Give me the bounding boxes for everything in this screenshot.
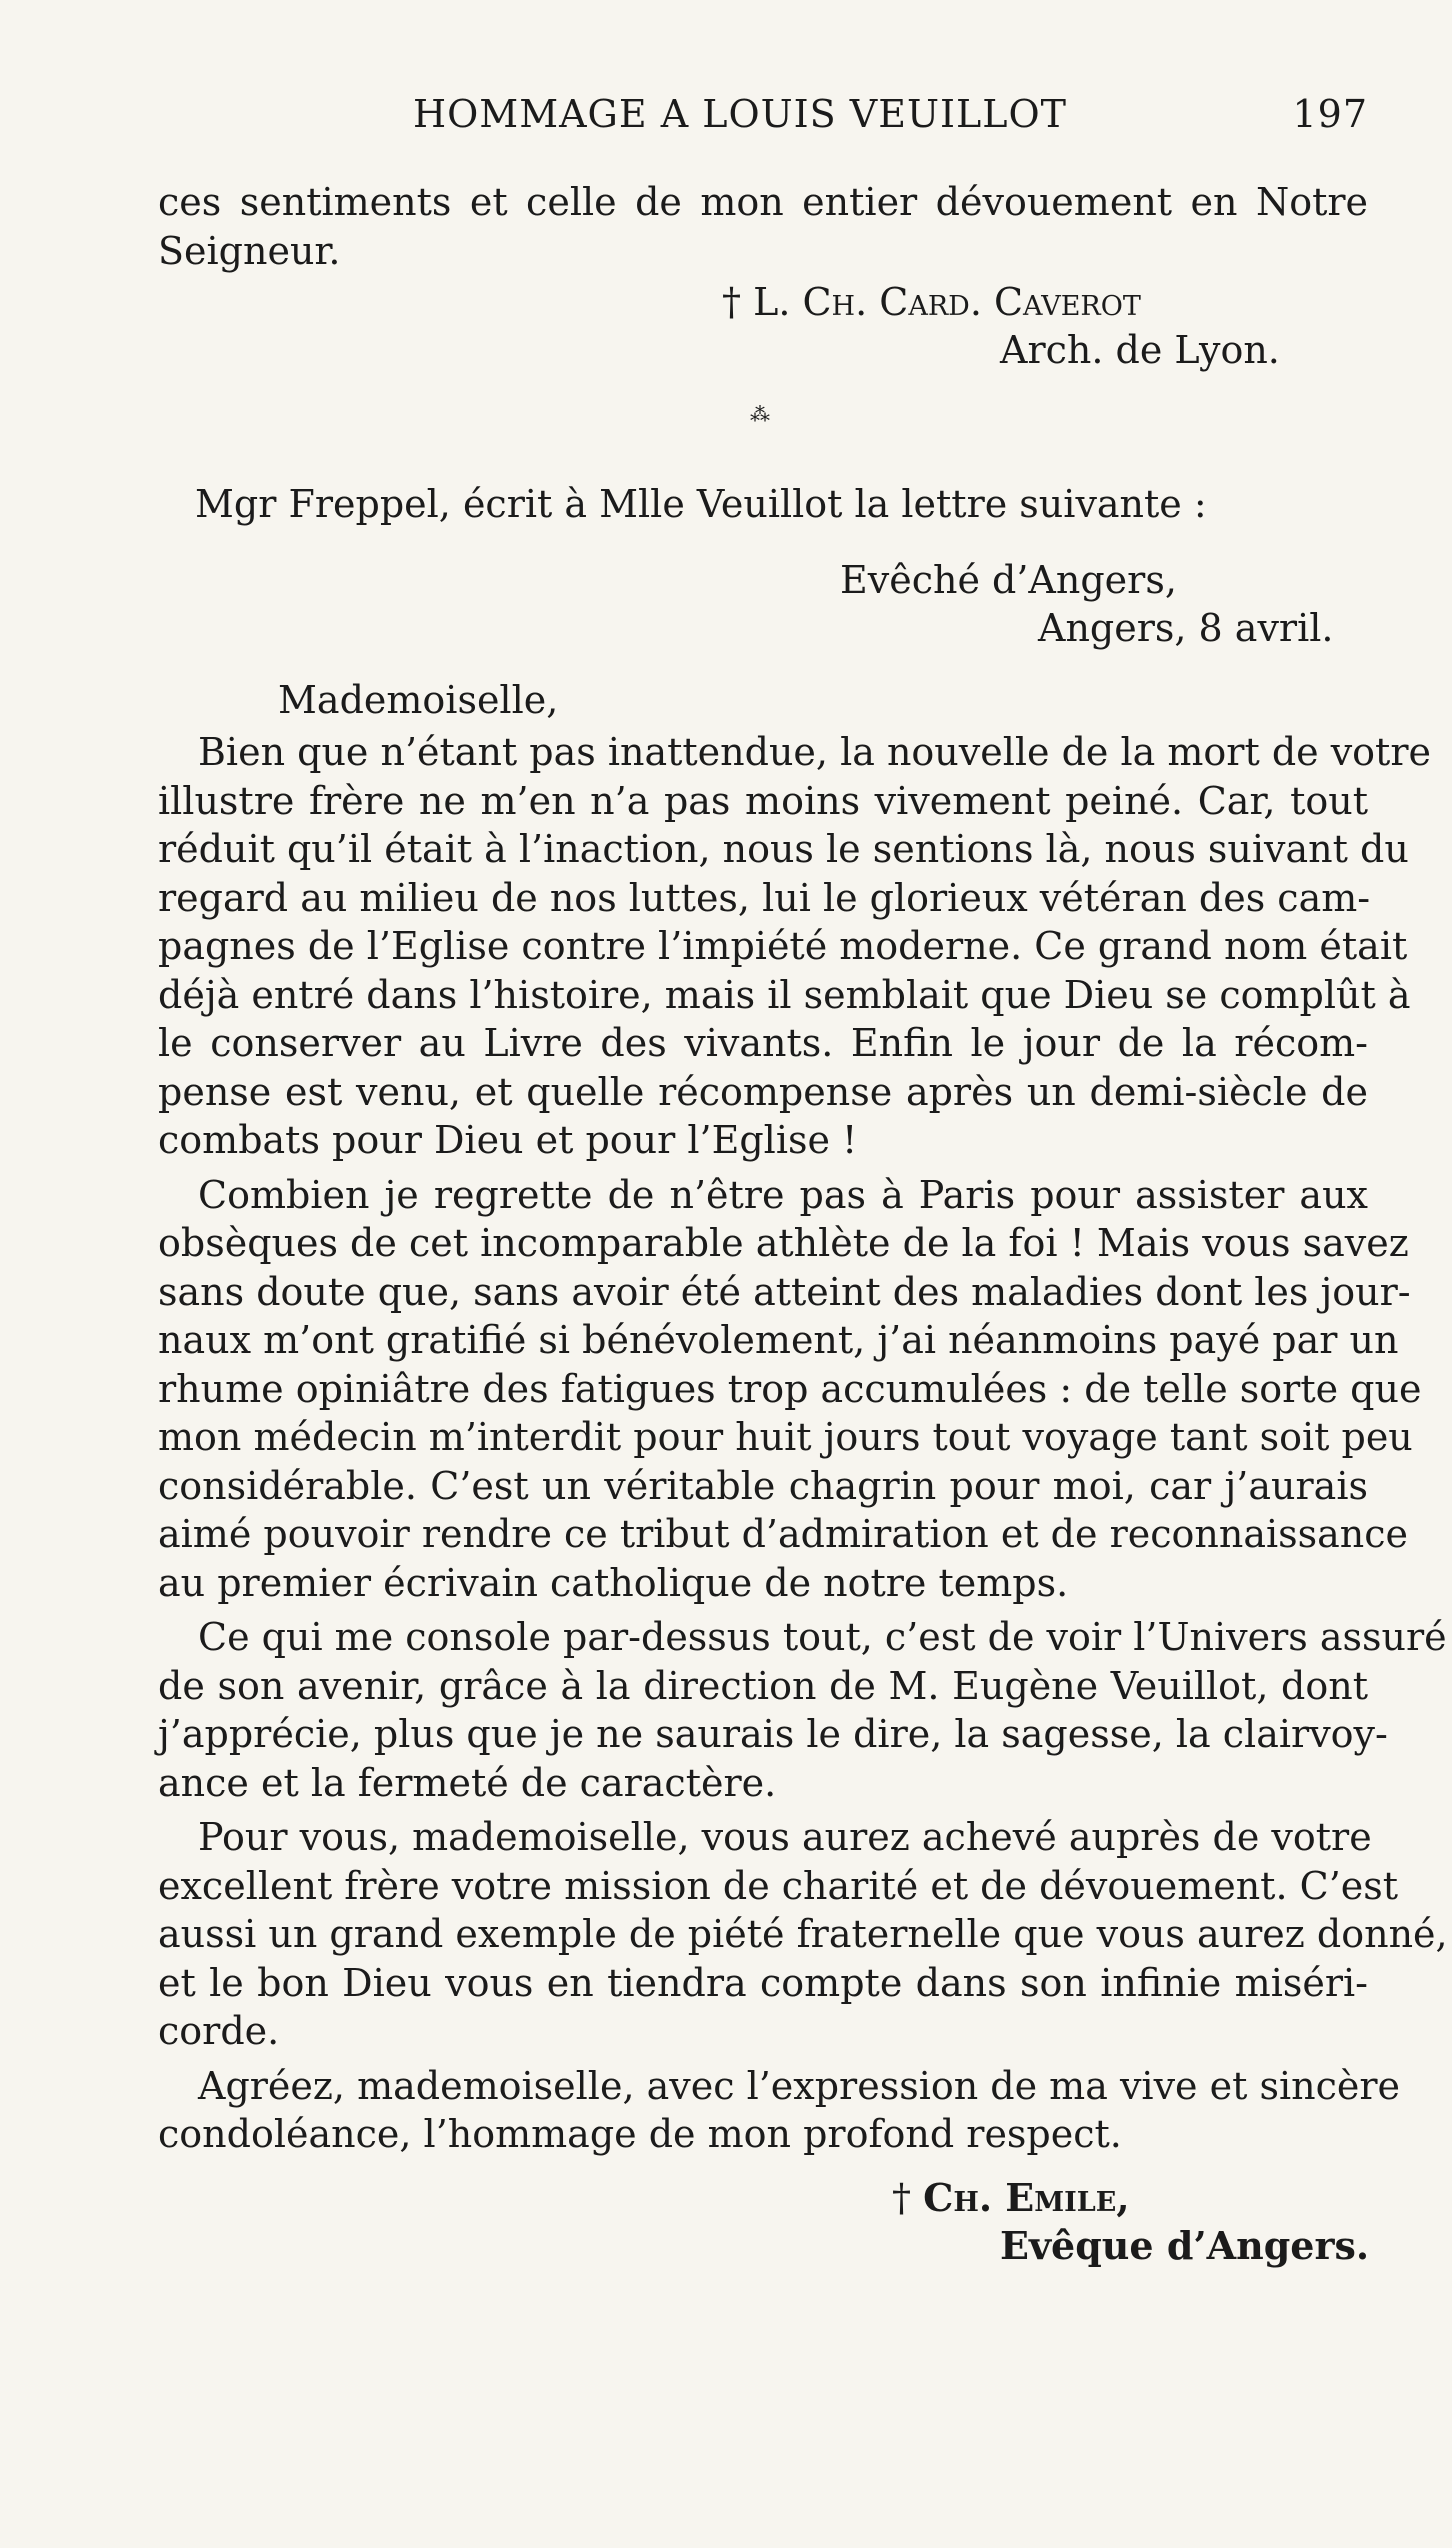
text-line: aimé pouvoir rendre ce tribut d’admiration et de reconnaissance [158, 1512, 1409, 1556]
signatory-name: Ch. Emile, [923, 2175, 1130, 2220]
previous-letter-ending [158, 178, 1368, 275]
text-line: de son avenir, grâce à la direction de M. Eugène Veuillot, dont [158, 1663, 1368, 1708]
text-line: aussi un grand exemple de piété fraternelle que vous aurez donné, [158, 1912, 1448, 1956]
text-line: naux m’ont gratifié si bénévolement, j’ai néanmoins payé par un [158, 1318, 1399, 1362]
text-line: Agréez, mademoiselle, avec l’expression de ma vive et sincère [198, 2063, 1400, 2108]
text-line: regard au milieu de nos luttes, lui le glorieux vétéran des cam- [158, 875, 1371, 920]
paragraph [158, 1613, 1447, 1807]
text-line: ces sentiments et celle de mon entier dévouement en Notre [158, 180, 1368, 224]
text-line: pagnes de l’Eglise contre l’impiété moderne. Ce grand nom était [158, 924, 1408, 968]
running-header [158, 92, 1368, 152]
text-line: ance et la fermeté de caractère. [158, 1760, 777, 1805]
text-line: obsèques de cet incomparable athlète de la foi ! Mais vous savez [158, 1221, 1409, 1265]
salutation: Mademoiselle, [278, 678, 559, 722]
text-line: excellent frère votre mission de charité et de dévouement. C’est [158, 1863, 1399, 1908]
text-line: et le bon Dieu vous en tiendra compte dans son infinie miséri- [158, 1960, 1368, 2005]
cross-icon: † [722, 280, 741, 324]
signatory-title: Evêque d’Angers. [1000, 2223, 1370, 2268]
asterism-separator: ⁂ [750, 402, 770, 426]
signatory-name: L. Ch. Card. Caverot [753, 280, 1141, 324]
cross-icon: † [892, 2176, 911, 2220]
text-line: pense est venu, et quelle récompense après un demi-siècle de [158, 1069, 1368, 1114]
text-line: déjà entré dans l’histoire, mais il semblait que Dieu se complût à [158, 972, 1411, 1017]
text-line: au premier écrivain catholique de notre temps. [158, 1560, 1069, 1605]
text-line: illustre frère ne m’en n’a pas moins vivement peiné. Car, tout [158, 778, 1368, 823]
text-line: j’apprécie, plus que je ne saurais le dire, la sagesse, la clairvoy- [158, 1712, 1388, 1756]
signature-caverot [722, 280, 1141, 324]
text-line: combats pour Dieu et pour l’Eglise ! [158, 1118, 858, 1162]
text-line: réduit qu’il était à l’inaction, nous le sentions là, nous suivant du [158, 827, 1409, 871]
letter-place: Evêché d’Angers, [840, 558, 1177, 602]
letter-body [158, 728, 1448, 2159]
paragraph [158, 1813, 1448, 2056]
text-line: Ce qui me console par-dessus tout, c’est de voir l’Univers assuré [198, 1615, 1447, 1659]
paragraph [158, 2062, 1400, 2159]
paragraph [158, 1171, 1422, 1608]
signatory-title: Arch. de Lyon. [1000, 328, 1280, 372]
text-line: Seigneur. [158, 228, 341, 273]
page-number: 197 [1292, 92, 1368, 136]
running-title: HOMMAGE A LOUIS VEUILLOT [413, 92, 1067, 136]
text-line: condoléance, l’hommage de mon profond respect. [158, 2112, 1122, 2156]
text-line: Combien je regrette de n’être pas à Paris pour assister aux [198, 1172, 1368, 1217]
letter-date: Angers, 8 avril. [1038, 606, 1334, 650]
text-line: Bien que n’étant pas inattendue, la nouvelle de la mort de votre [198, 730, 1431, 774]
letter-introduction: Mgr Freppel, écrit à Mlle Veuillot la lettre suivante : [195, 482, 1207, 526]
text-line: rhume opiniâtre des fatigues trop accumulées : de telle sorte que [158, 1366, 1422, 1411]
text-line: considérable. C’est un véritable chagrin pour moi, car j’aurais [158, 1463, 1368, 1508]
signature-emile [892, 2175, 1130, 2220]
text-line: corde. [158, 2009, 280, 2053]
text-line: mon médecin m’interdit pour huit jours tout voyage tant soit peu [158, 1415, 1413, 1459]
text-line: sans doute que, sans avoir été atteint des maladies dont les jour- [158, 1269, 1411, 1314]
paragraph [158, 728, 1431, 1165]
text-line: Pour vous, mademoiselle, vous aurez achevé auprès de votre [198, 1815, 1372, 1859]
text-line: le conserver au Livre des vivants. Enfin le jour de la récom- [158, 1021, 1368, 1065]
